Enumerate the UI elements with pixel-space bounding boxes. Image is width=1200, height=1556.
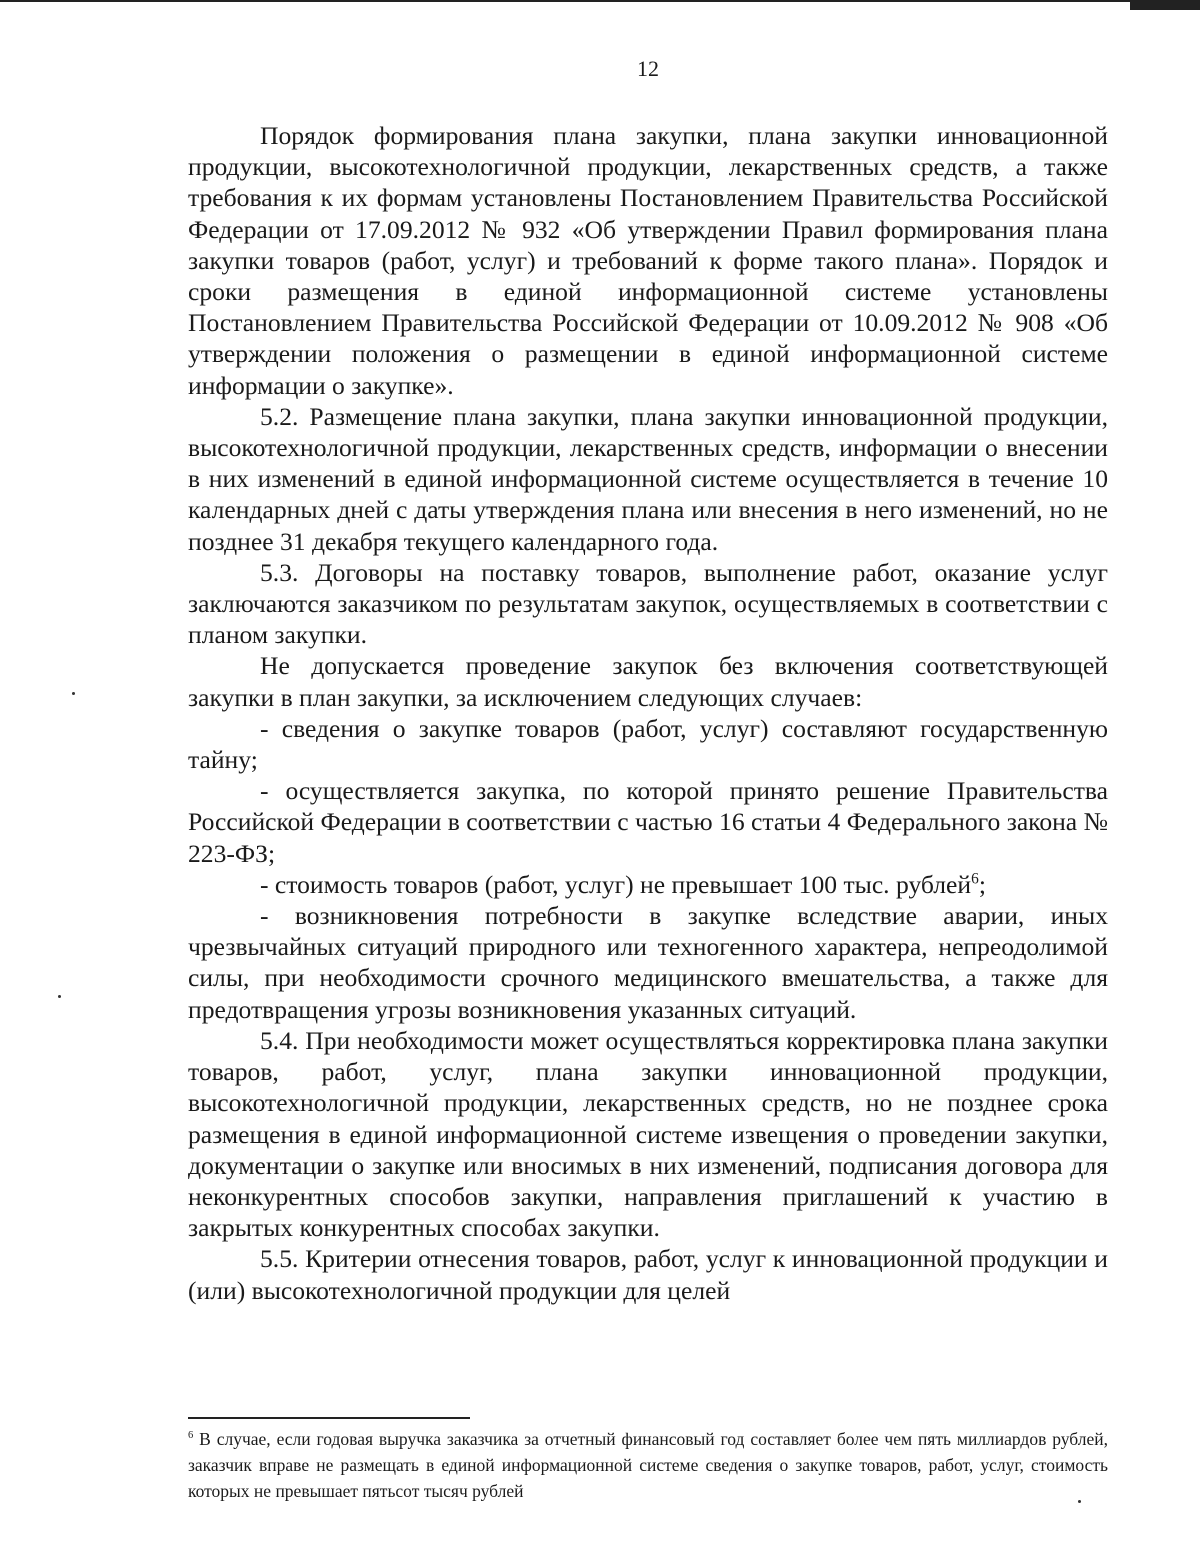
footnote-separator <box>188 1417 470 1419</box>
paragraph-plan-order: Порядок формирования плана закупки, плана закупки инновационной продукции, высокотехнологичной продукции, лекарственных средств, а также требования к их формам установлены Постановлением Правительства Российской Федерации от 17.09.2012 № 932 «Об утверждении Правил формирования плана закупки товаров (работ, услуг) и требований к форме такого плана». Порядок и сроки размещения в единой информационной системе установлены Постановлением Правительства Российской Федерации от 10.09.2012 № 908 «Об утверждении положения о размещении в единой информационной системе информации о закупке». <box>188 121 1108 400</box>
page-number: 12 <box>637 56 659 81</box>
footnote-marker: 6 <box>188 1430 194 1442</box>
cost-limit-end: ; <box>978 869 986 899</box>
cost-limit-text: - стоимость товаров (работ, услуг) не превышает 100 тыс. рублей <box>260 869 972 899</box>
scan-speck <box>1078 1500 1081 1503</box>
scan-edge-top <box>0 0 1200 6</box>
document-body <box>188 120 1108 1306</box>
list-item-emergency: - возникновения потребности в закупке вследствие аварии, иных чрезвычайных ситуаций природного или техногенного характера, непреодолимой силы, при необходимости срочного медицинского вмешательства, а также для предотвращения угрозы возникновения указанных ситуаций. <box>188 901 1108 1024</box>
scan-speck <box>58 995 61 998</box>
scan-edge-mark <box>1130 0 1200 10</box>
paragraph-exceptions-intro: Не допускается проведение закупок без включения соответствующей закупки в план закупки, за исключением следующих случаев: <box>188 651 1108 712</box>
paragraph-5-2: 5.2. Размещение плана закупки, плана закупки инновационной продукции, высокотехнологичной продукции, лекарственных средств, информации о внесении в них изменений в единой информационной системе осуществляется в течение 10 календарных дней с даты утверждения плана или внесения в него изменений, но не позднее 31 декабря текущего календарного года. <box>188 401 1108 556</box>
footnote-reference: 6 <box>971 870 979 888</box>
footnote <box>188 1426 1108 1504</box>
list-item-cost-limit <box>188 869 1108 900</box>
list-item-government-decision: - осуществляется закупка, по которой принято решение Правительства Российской Федерации в соответствии с частью 16 статьи 4 Федерального закона № 223-ФЗ; <box>188 776 1108 868</box>
paragraph-5-5: 5.5. Критерии отнесения товаров, работ, услуг к инновационной продукции и (или) высокотехнологичной продукции для целей <box>188 1244 1108 1305</box>
paragraph-5-3: 5.3. Договоры на поставку товаров, выполнение работ, оказание услуг заключаются заказчиком по результатам закупок, осуществляемых в соответствии с планом закупки. <box>188 557 1108 650</box>
list-item-state-secret: - сведения о закупке товаров (работ, услуг) составляют государственную тайну; <box>188 713 1108 775</box>
footnote-text: В случае, если годовая выручка заказчика за отчетный финансовый год составляет более чем пять миллиардов рублей, заказчик вправе не размещать в единой информационной системе сведения о закупке товаров, работ, услуг, стоимость которых не превышает пятьсот тысяч рублей <box>188 1429 1108 1501</box>
scan-speck <box>72 692 75 695</box>
paragraph-5-4: 5.4. При необходимости может осуществляться корректировка плана закупки товаров, работ, услуг, плана закупки инновационной продукции, высокотехнологичной продукции, лекарственных средств, но не позднее срока размещения в единой информационной системе извещения о проведении закупки, документации о закупке или вносимых в них изменений, подписания договора для неконкурентных способов закупки, направления приглашений к участию в закрытых конкурентных способах закупки. <box>188 1025 1108 1243</box>
